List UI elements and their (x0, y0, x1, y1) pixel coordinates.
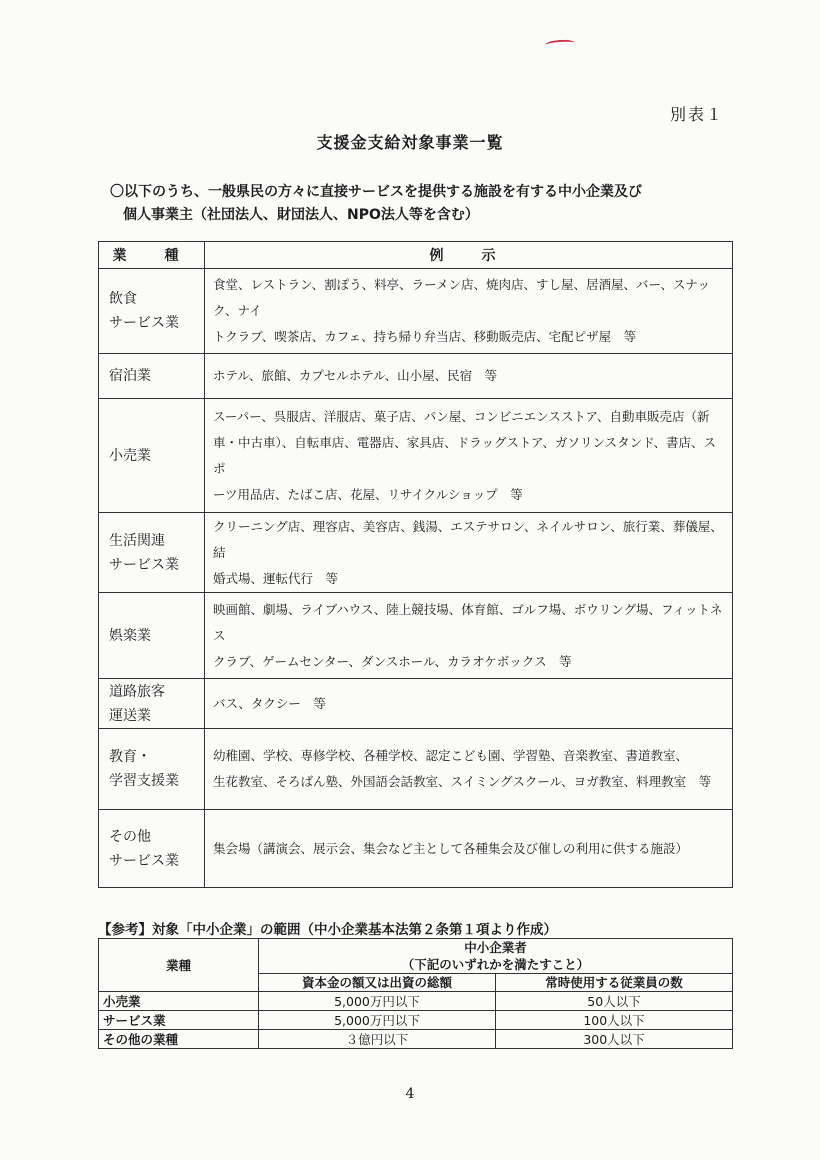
header-business-type: 業 種 (99, 242, 205, 269)
ref-header-row (99, 939, 733, 974)
ref-header-capital: 資本金の額又は出資の総額 (259, 974, 496, 992)
examples-cell: ホテル、旅館、カプセルホテル、山小屋、民宿 等 (205, 354, 733, 399)
table-row (99, 810, 733, 888)
table-row (99, 679, 733, 729)
examples-cell: 幼稚園、学校、専修学校、各種学校、認定こども園、学習塾、音楽教室、書道教室、 生花教室、そろばん塾、外国語会話教室、スイミングスクール、ヨガ教室、料理教室 等 (205, 729, 733, 810)
ref-type-cell: サービス業 (99, 1011, 259, 1030)
examples-cell: 集会場（講演会、展示会、集会など主として各種集会及び催しの利用に供する施設） (205, 810, 733, 888)
table-row (99, 513, 733, 593)
reference-title: 【参考】対象「中小企業」の範囲（中小企業基本法第２条第１項より作成） (98, 922, 557, 938)
sme-definition-table (98, 938, 733, 1049)
table-row (99, 1030, 733, 1049)
examples-cell: 食堂、レストラン、割ぽう、料亭、ラーメン店、焼肉店、すし屋、居酒屋、バー、スナック、ナイ トクラブ、喫茶店、カフェ、持ち帰り弁当店、移動販売店、宅配ピザ屋 等 (205, 269, 733, 354)
ref-type-cell: その他の業種 (99, 1030, 259, 1049)
table-row (99, 354, 733, 399)
ref-header-group: 中小企業者 （下記のいずれかを満たすこと） (259, 939, 733, 974)
business-type-cell: 小売業 (99, 399, 205, 513)
business-type-cell: 宿泊業 (99, 354, 205, 399)
business-type-cell: 飲食 サービス業 (99, 269, 205, 354)
annex-label: 別表１ (669, 105, 724, 124)
ref-capital-cell: ３億円以下 (259, 1030, 496, 1049)
eligible-business-table (98, 241, 733, 888)
intro-line-2: 個人事業主（社団法人、財団法人、NPO法人等を含む） (123, 207, 479, 223)
intro-line-1: 〇以下のうち、一般県民の方々に直接サービスを提供する施設を有する中小企業及び (110, 184, 642, 200)
intro-text (110, 181, 750, 227)
table-row (99, 1011, 733, 1030)
table-row (99, 399, 733, 513)
business-type-cell: 生活関連 サービス業 (99, 513, 205, 593)
table-header-row (99, 242, 733, 269)
ref-type-cell: 小売業 (99, 992, 259, 1011)
ref-header-employees: 常時使用する従業員の数 (496, 974, 733, 992)
table-row (99, 992, 733, 1011)
ref-employees-cell: 100人以下 (496, 1011, 733, 1030)
business-type-cell: 道路旅客 運送業 (99, 679, 205, 729)
table-row (99, 729, 733, 810)
ref-capital-cell: 5,000万円以下 (259, 1011, 496, 1030)
page-title: 支援金支給対象事業一覧 (316, 133, 504, 152)
ref-employees-cell: 300人以下 (496, 1030, 733, 1049)
examples-cell: スーパー、呉服店、洋服店、菓子店、パン屋、コンビニエンスストア、自動車販売店（新 車・中古車）、自転車店、電器店、家具店、ドラッグストア、ガソリンスタンド、書店、スポ ーツ用品店、たばこ店、花屋、リサイクルショップ 等 (205, 399, 733, 513)
examples-cell: バス、タクシー 等 (205, 679, 733, 729)
ref-header-type: 業種 (99, 939, 259, 992)
page-number: 4 (405, 1086, 415, 1102)
ref-employees-cell: 50人以下 (496, 992, 733, 1011)
examples-cell: 映画館、劇場、ライブハウス、陸上競技場、体育館、ゴルフ場、ボウリング場、フィットネス クラブ、ゲームセンター、ダンスホール、カラオケボックス 等 (205, 593, 733, 679)
business-type-cell: 教育・ 学習支援業 (99, 729, 205, 810)
table-row (99, 593, 733, 679)
red-pen-mark (545, 39, 575, 49)
business-type-cell: 娯楽業 (99, 593, 205, 679)
table-row (99, 269, 733, 354)
examples-cell: クリーニング店、理容店、美容店、銭湯、エステサロン、ネイルサロン、旅行業、葬儀屋、結 婚式場、運転代行 等 (205, 513, 733, 593)
ref-capital-cell: 5,000万円以下 (259, 992, 496, 1011)
header-examples: 例 示 (205, 242, 733, 269)
business-type-cell: その他 サービス業 (99, 810, 205, 888)
